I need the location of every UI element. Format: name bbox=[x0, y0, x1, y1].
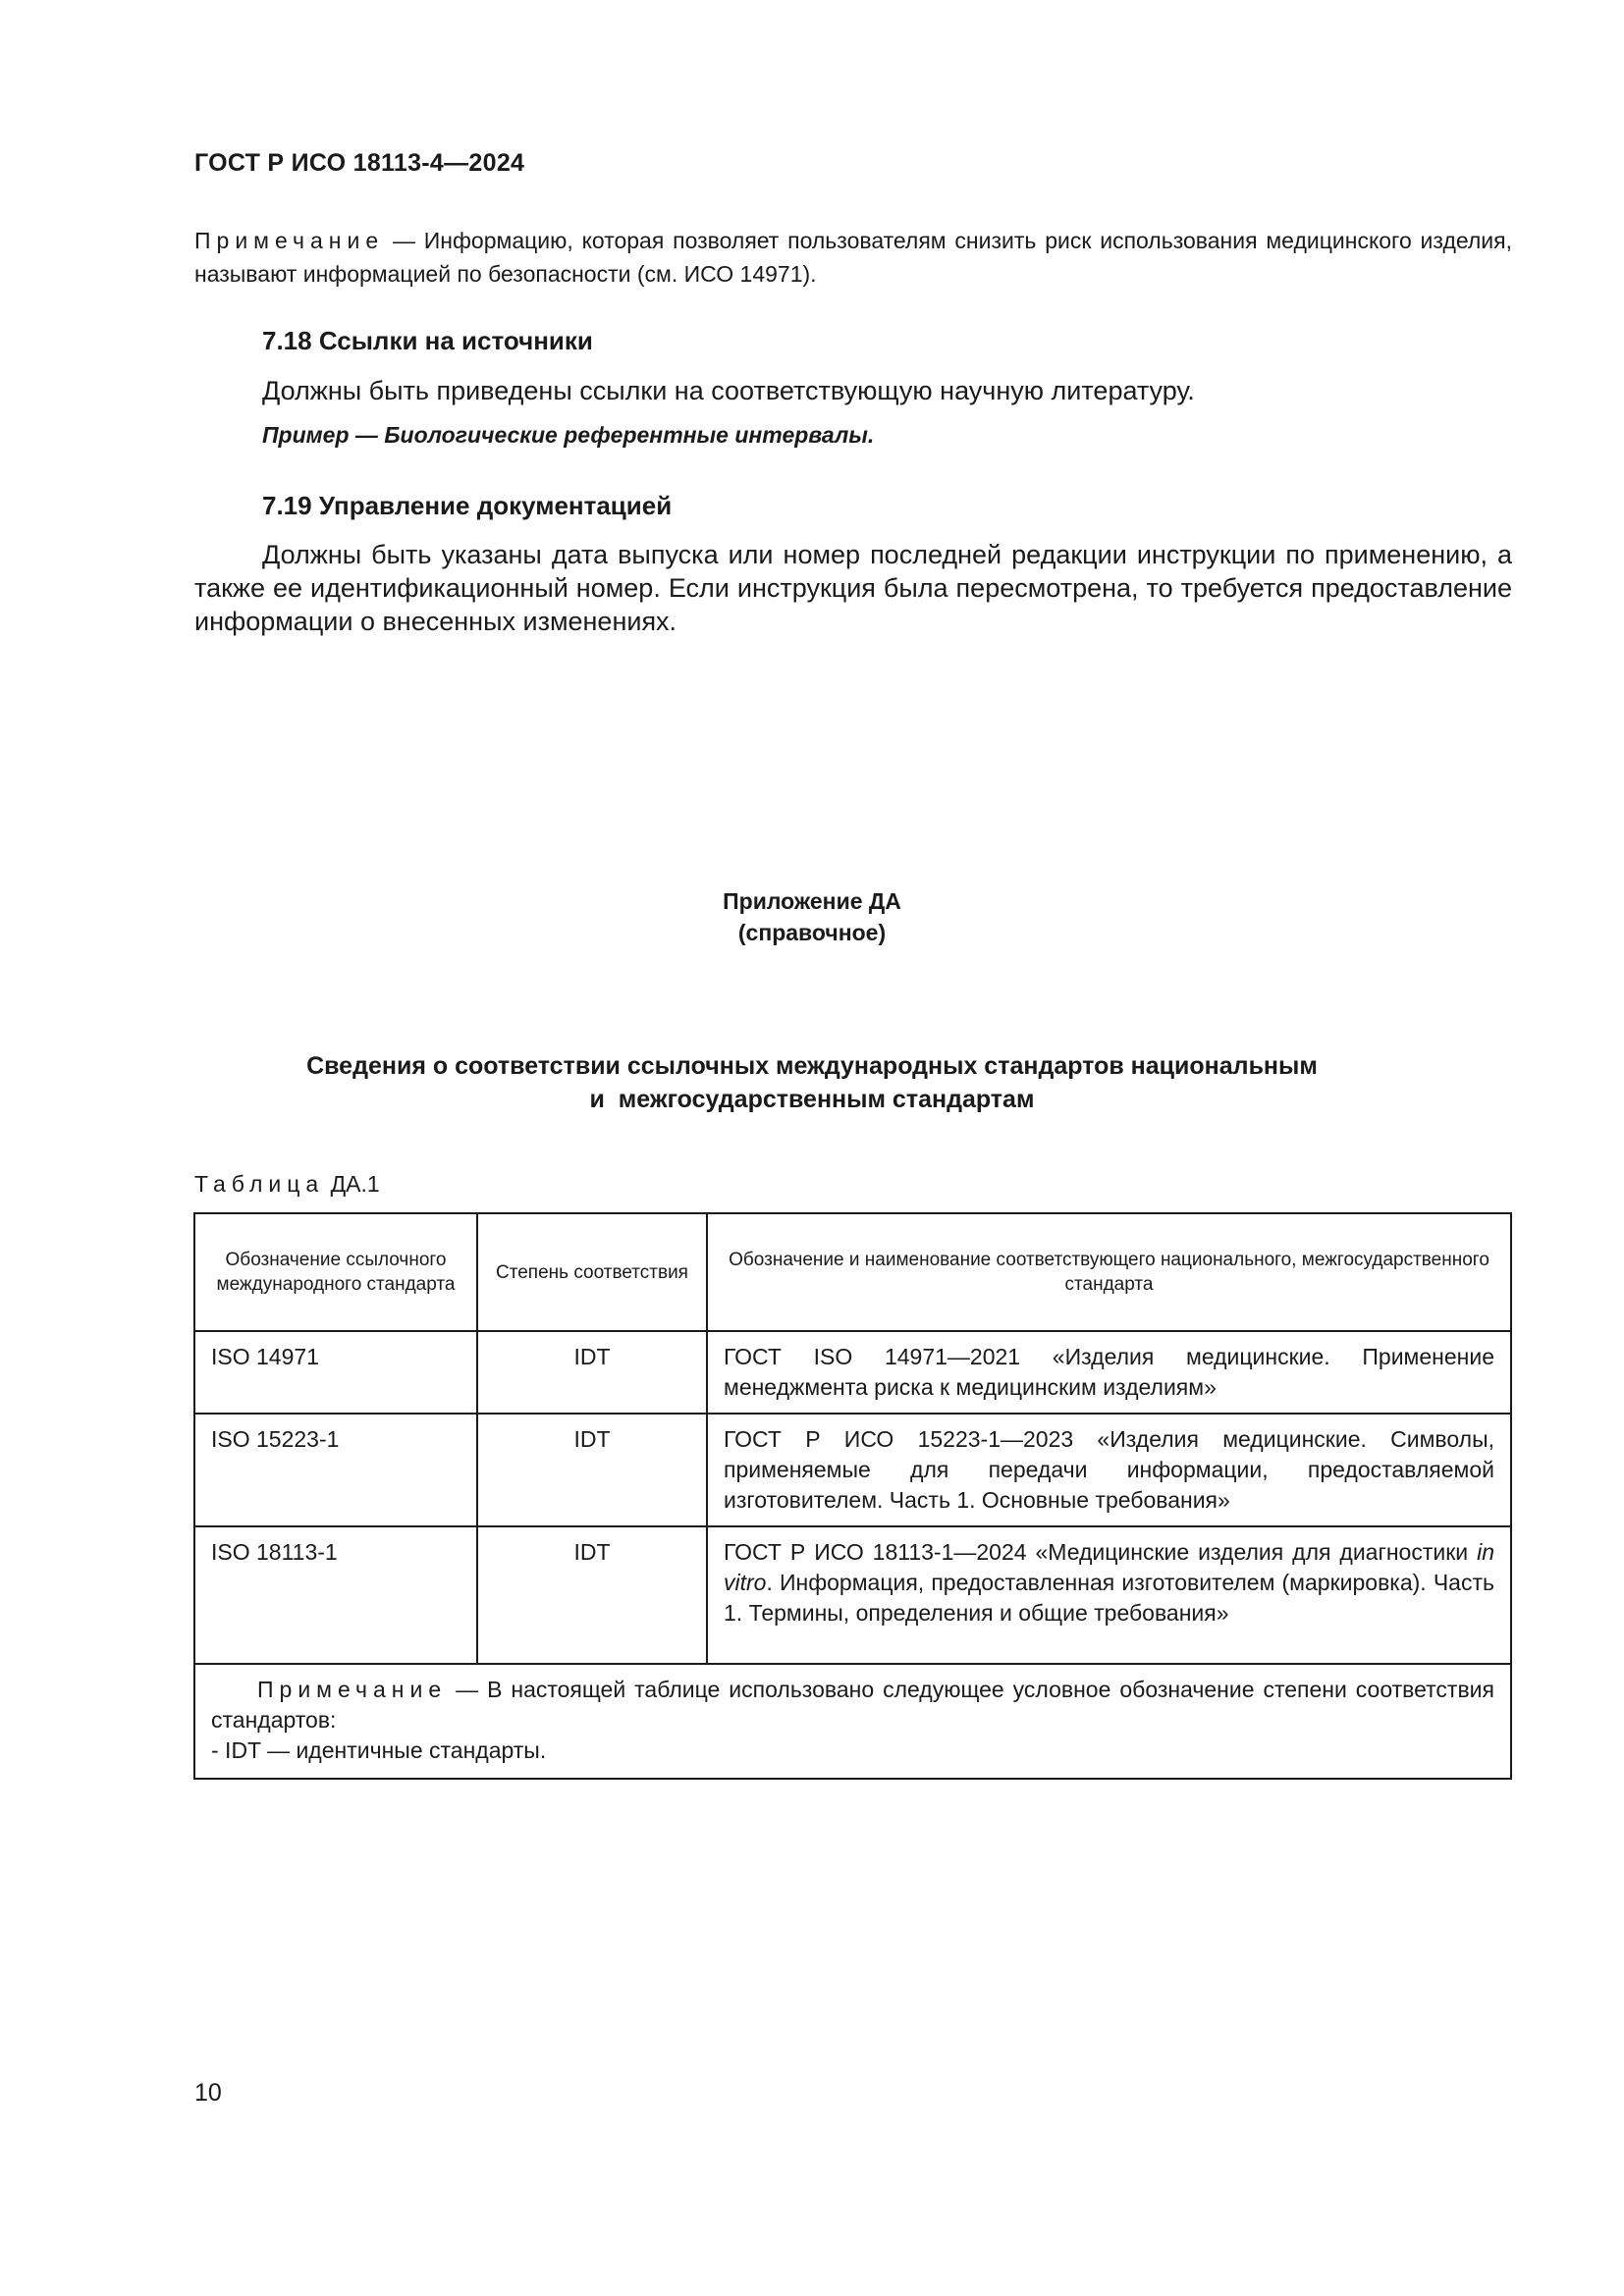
note-text: — Информацию, которая позволяет пользователям снизить риск использования медицинского изделия, называют информацией по безопасности (см. ИСО 14971). bbox=[194, 228, 1512, 287]
note-label: Примечание bbox=[194, 228, 385, 253]
annex-heading-line2: и межгосударственным стандартам bbox=[589, 1086, 1035, 1113]
section-7-19-title: 7.19 Управление документацией bbox=[262, 491, 673, 520]
table-note bbox=[194, 1664, 1511, 1779]
table-caption bbox=[194, 1171, 380, 1198]
annex-heading-line1: Сведения о соответствии ссылочных международных стандартов национальным bbox=[306, 1052, 1318, 1080]
table-caption-label: Таблица bbox=[194, 1171, 325, 1197]
cell-degree: IDT bbox=[477, 1526, 707, 1664]
table-row bbox=[194, 1331, 1511, 1414]
standards-table bbox=[193, 1212, 1512, 1780]
document-header: ГОСТ Р ИСО 18113-4—2024 bbox=[194, 149, 525, 177]
section-7-18-text: Должны быть приведены ссылки на соответствующую научную литературу. bbox=[262, 376, 1195, 405]
cell-national-text-italic: in vitro bbox=[724, 1539, 1494, 1595]
table-note-row bbox=[194, 1664, 1511, 1779]
section-7-19-text: Должны быть указаны дата выпуска или номер последней редакции инструкции по применению, а также ее идентификационный номер. Если инструкция была пересмотрена, то требуется предоставление информации о внесенных изменениях. bbox=[194, 540, 1512, 636]
cell-national-text: ГОСТ ISO 14971—2021 «Изделия медицинские. Применение менеджмента риска к медицинским изделиям» bbox=[724, 1344, 1494, 1400]
table-header-row bbox=[194, 1213, 1511, 1331]
cell-ref: ISO 14971 bbox=[194, 1331, 477, 1414]
cell-national bbox=[707, 1331, 1511, 1414]
cell-degree: IDT bbox=[477, 1414, 707, 1526]
cell-degree: IDT bbox=[477, 1331, 707, 1414]
annex-title: Приложение ДА bbox=[723, 888, 901, 914]
annex-subtitle: (справочное) bbox=[737, 920, 887, 945]
cell-ref: ISO 15223-1 bbox=[194, 1414, 477, 1526]
header-degree: Степень соответствия bbox=[477, 1213, 707, 1331]
table-caption-id: ДА.1 bbox=[324, 1171, 380, 1197]
header-ref-standard: Обозначение ссылочного международного стандарта bbox=[194, 1213, 477, 1331]
section-7-18-example: Пример — Биологические референтные интервалы. bbox=[262, 422, 875, 448]
cell-national bbox=[707, 1414, 1511, 1526]
cell-national-text-post: . Информация, предоставленная изготовителем (маркировка). Часть 1. Термины, определения и общие требования» bbox=[724, 1570, 1494, 1626]
cell-ref: ISO 18113-1 bbox=[194, 1526, 477, 1664]
table-note-item: - IDT — идентичные стандарты. bbox=[211, 1737, 547, 1763]
table-note-paragraph bbox=[211, 1675, 1494, 1735]
note-top bbox=[194, 224, 1512, 291]
page-number: 10 bbox=[194, 2079, 222, 2107]
annex-heading bbox=[0, 1049, 1624, 1116]
table-row bbox=[194, 1414, 1511, 1526]
table-note-label: Примечание bbox=[257, 1677, 448, 1702]
cell-national-text: ГОСТ Р ИСО 15223-1—2023 «Изделия медицинские. Символы, применяемые для передачи информации, предоставляемой изготовителем. Часть 1. Основные требования» bbox=[724, 1426, 1494, 1513]
section-7-18-title: 7.18 Ссылки на источники bbox=[262, 326, 593, 355]
table-note-text: — В настоящей таблице использовано следующее условное обозначение степени соответствия стандартов: bbox=[211, 1677, 1494, 1733]
table-row bbox=[194, 1526, 1511, 1664]
cell-national bbox=[707, 1526, 1511, 1664]
cell-national-text-pre: ГОСТ Р ИСО 18113-1—2024 «Медицинские изделия для диагностики bbox=[724, 1539, 1478, 1565]
header-national-standard: Обозначение и наименование соответствующего национального, межгосударственного стандарта bbox=[707, 1213, 1511, 1331]
